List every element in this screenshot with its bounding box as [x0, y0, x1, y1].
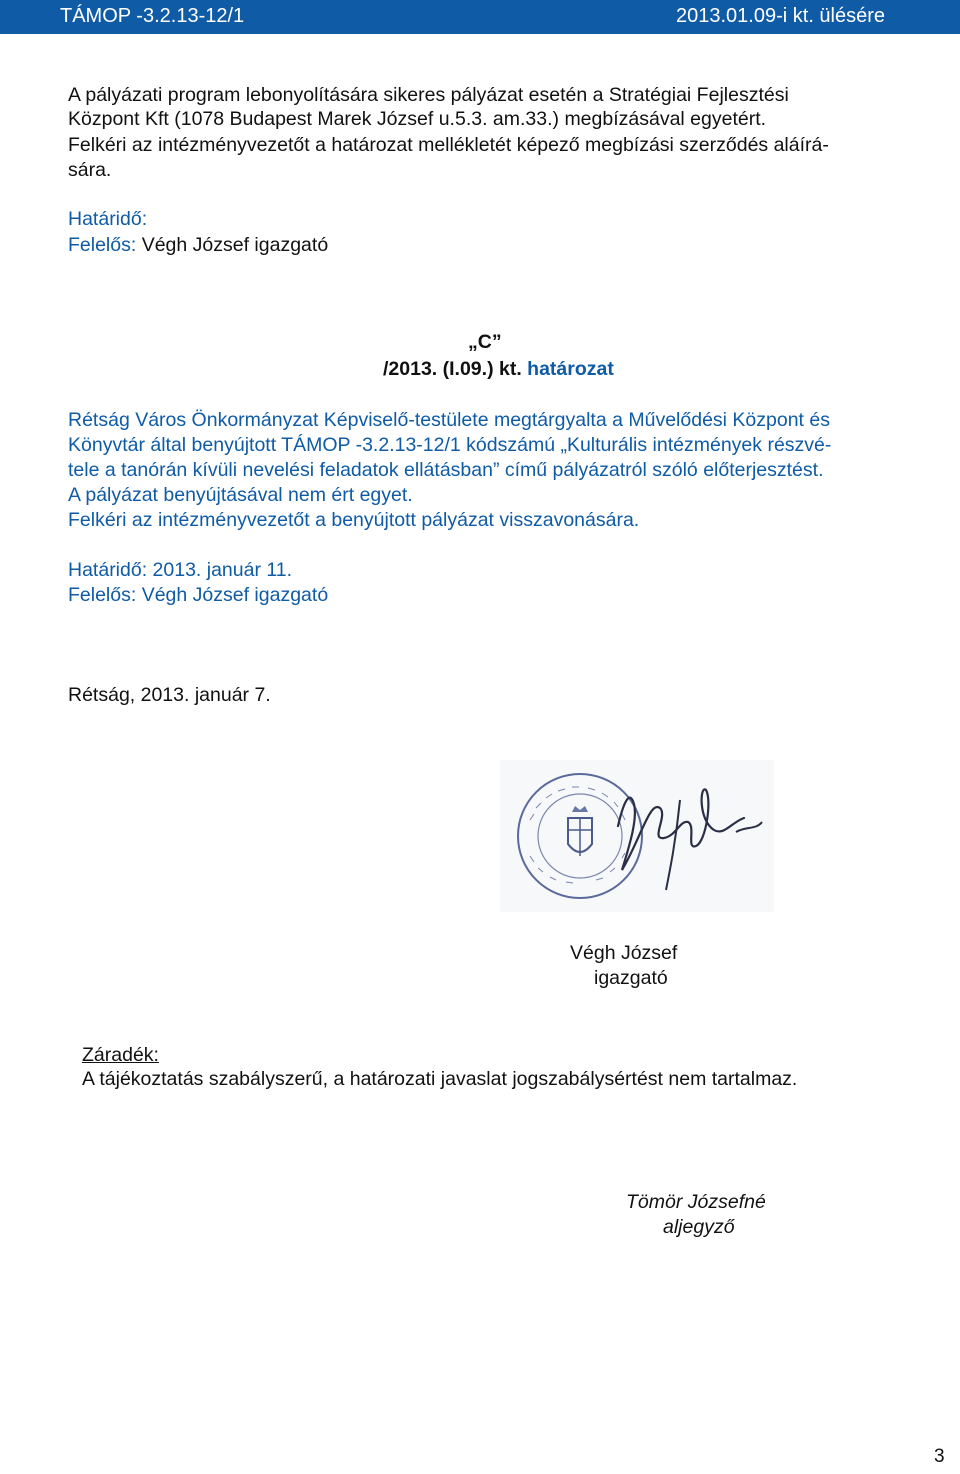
- clause-text: A tájékoztatás szabályszerű, a határozati javaslat jogszabálysértést nem tartalmaz.: [82, 1068, 798, 1090]
- para2-line-4: A pályázat benyújtásával nem ért egyet.: [68, 484, 413, 506]
- para2-line-2: Könyvtár által benyújtott TÁMOP -3.2.13-12/1 kódszámú „Kulturális intézmények részvé-: [68, 434, 832, 456]
- stamp-signature-image: [500, 760, 774, 912]
- para1-line-4: sára.: [68, 159, 112, 181]
- deadline-label-2: Határidő:: [68, 559, 148, 581]
- resolution-heading: [383, 356, 614, 382]
- signer2-title: aljegyző: [663, 1216, 735, 1238]
- seal-stamp-icon: [500, 760, 774, 912]
- deadline-value-2: 2013. január 11.: [147, 559, 293, 581]
- para1-line-3: Felkéri az intézményvezetőt a határozat mellékletét képező megbízási szerződés aláírá-: [68, 134, 829, 156]
- responsible-label-2: Felelős:: [68, 584, 137, 606]
- signer2-name: Tömör Józsefné: [626, 1191, 766, 1213]
- responsible-label-1: Felelős:: [68, 234, 137, 256]
- deadline-line-2: [68, 557, 292, 583]
- resolution-number: /2013. (I.09.) kt.: [383, 358, 522, 380]
- signer1-name: Végh József: [570, 942, 678, 964]
- para2-line-5: Felkéri az intézményvezetőt a benyújtott pályázat visszavonására.: [68, 509, 640, 531]
- resolution-letter: „C”: [468, 331, 502, 353]
- deadline-label-1: Határidő:: [68, 208, 148, 230]
- signer1-title: igazgató: [594, 967, 668, 989]
- responsible-line-1: [68, 232, 328, 258]
- para2-line-3: tele a tanórán kívüli nevelési feladatok ellátásban” című pályázatról szóló előterjesztést.: [68, 459, 824, 481]
- para2-line-1: Rétság Város Önkormányzat Képviselő-testülete megtárgyalta a Művelődési Központ és: [68, 409, 830, 431]
- responsible-value-2: Végh József igazgató: [136, 584, 329, 606]
- responsible-value-1: Végh József igazgató: [136, 234, 329, 256]
- place-date: Rétság, 2013. január 7.: [68, 684, 271, 706]
- para1-line-2: Központ Kft (1078 Budapest Marek József u.5.3. am.33.) megbízásával egyetért.: [68, 108, 767, 130]
- clause-label: Záradék:: [82, 1044, 159, 1066]
- document-header-bar: [0, 0, 960, 34]
- responsible-line-2: [68, 582, 328, 608]
- header-meeting-date: 2013.01.09-i kt. ülésére: [676, 5, 886, 27]
- header-project-code: TÁMOP -3.2.13-12/1: [60, 5, 245, 27]
- resolution-word: határozat: [521, 358, 614, 380]
- para1-line-1: A pályázati program lebonyolítására sikeres pályázat esetén a Stratégiai Fejlesztési: [68, 84, 789, 106]
- page-number: 3: [934, 1446, 945, 1467]
